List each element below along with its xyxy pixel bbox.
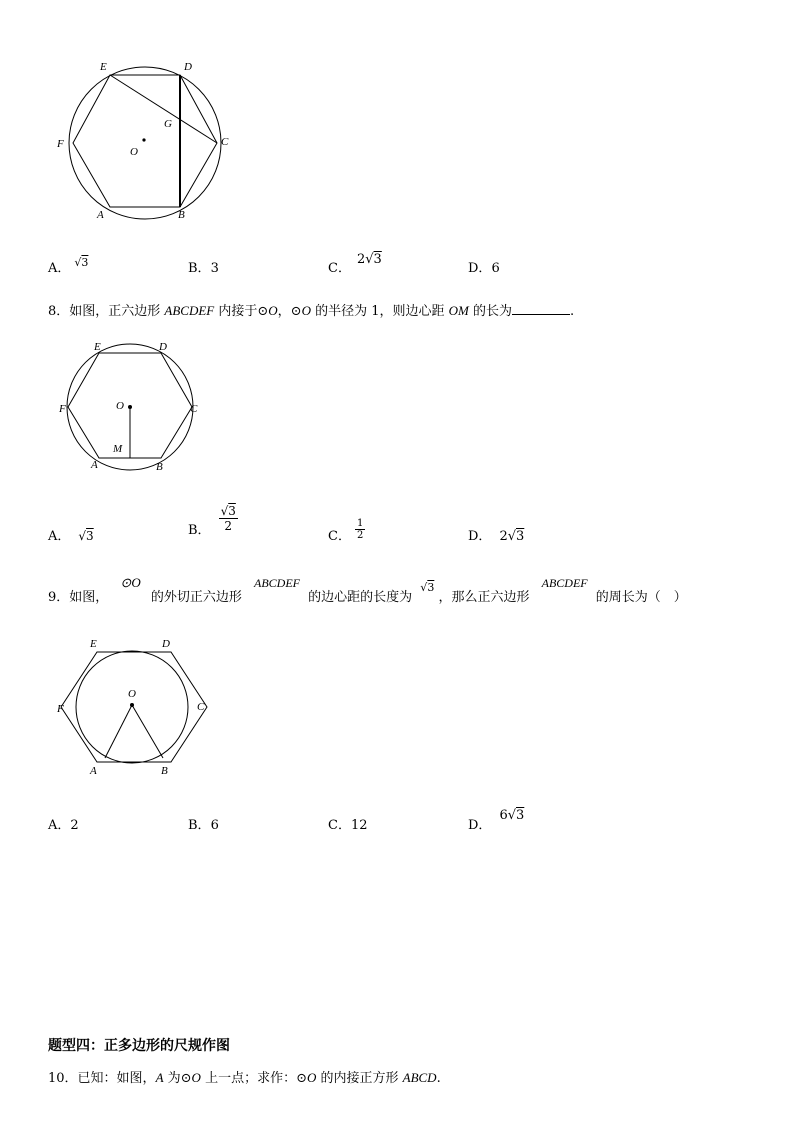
- q7-label-e: E: [100, 61, 107, 73]
- q7-segment-ec: [110, 75, 217, 143]
- q9-option-a[interactable]: A．2: [48, 818, 79, 833]
- q7-circle: [69, 67, 221, 219]
- q8-label-o: O: [116, 400, 124, 412]
- q7-label-b: B: [178, 209, 185, 221]
- q7-label-d: D: [184, 61, 192, 73]
- q9-stem: 9．如图， ⊙O 的外切正六边形 ABCDEF 的边心距的长度为 $^{√3}$ ，那么正六边形 ABCDEF 的周长为（ ）: [48, 575, 687, 605]
- q8-stem: 8．如图，正六边形 ABCDEF 内接于⊙O，⊙O 的半径为 1，则边心距 OM 的长为 .: [48, 303, 575, 319]
- q8-label-c: C: [190, 403, 198, 415]
- q7-figure: [50, 55, 250, 225]
- q9-segment-ob: [132, 705, 163, 758]
- q8-label-d: D: [159, 341, 167, 353]
- q9-label-c: C: [197, 701, 205, 713]
- q9-label-f: F: [57, 703, 64, 715]
- q9-label-b: B: [161, 765, 168, 777]
- q8-option-a[interactable]: A． √3: [48, 529, 94, 544]
- q7-center-dot: [142, 138, 145, 141]
- q9-segment-oa: [105, 705, 132, 758]
- q8-option-d[interactable]: D． 2√3: [468, 529, 525, 544]
- q9-option-c[interactable]: C．12: [328, 818, 368, 833]
- q8-center-dot: [128, 405, 132, 409]
- q7-option-c[interactable]: C．2√3: [328, 252, 382, 276]
- q7-option-a[interactable]: A． $^{√3}$: [48, 256, 89, 276]
- q8-figure: [55, 340, 215, 480]
- q9-option-b[interactable]: B．6: [188, 818, 219, 833]
- q7-label-f: F: [57, 138, 64, 150]
- q10-stem: 10．已知：如图，A 为⊙O 上一点；求作：⊙O 的内接正方形 ABCD.: [48, 1070, 441, 1086]
- q8-label-b: B: [156, 461, 163, 473]
- q7-label-o: O: [130, 146, 138, 158]
- q7-option-b[interactable]: B．3: [188, 261, 219, 276]
- q8-option-b[interactable]: B． $\frac{√3}{2}$: [188, 504, 236, 538]
- q8-label-m: M: [113, 443, 123, 455]
- q9-label-o: O: [128, 688, 136, 700]
- q7-label-g: G: [164, 118, 172, 130]
- q8-answer-blank[interactable]: [512, 302, 570, 315]
- q9-center-dot: [130, 703, 134, 707]
- q7-label-a: A: [97, 209, 104, 221]
- q9-label-e: E: [90, 638, 97, 650]
- q9-hexagon: [61, 652, 207, 762]
- q9-figure: [55, 630, 215, 780]
- q8-label-e: E: [94, 341, 101, 353]
- q9-label-a: A: [90, 765, 97, 777]
- q8-label-a: A: [91, 459, 98, 471]
- q9-option-d[interactable]: D．6√3: [468, 808, 525, 833]
- q7-option-d[interactable]: D．6: [468, 261, 500, 276]
- q8-option-c[interactable]: C． $\frac{1}{2}$: [328, 518, 364, 544]
- q7-label-c: C: [221, 136, 229, 148]
- section-heading: 题型四：正多边形的尺规作图: [48, 1038, 230, 1054]
- q9-label-d: D: [162, 638, 170, 650]
- q8-label-f: F: [59, 403, 66, 415]
